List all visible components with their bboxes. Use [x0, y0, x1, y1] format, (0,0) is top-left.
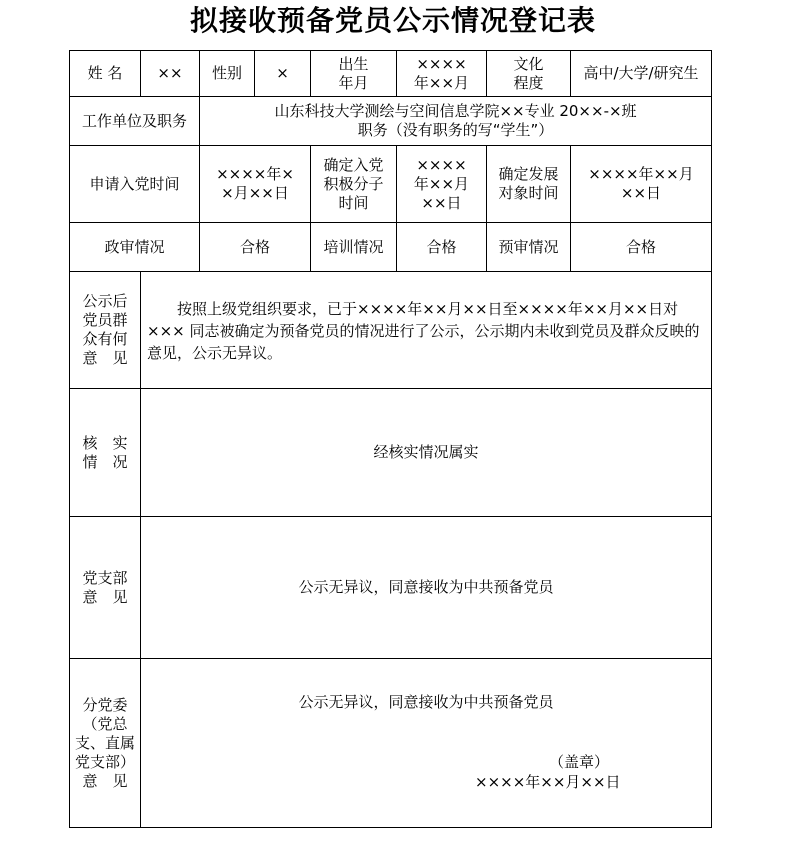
- activist-date-line: 年××月: [413, 174, 470, 193]
- training-label: 培训情况: [310, 222, 397, 272]
- activist-date-line: ××××: [416, 155, 467, 174]
- committee-opinion-content: 公示无异议，同意接收为中共预备党员: [298, 693, 554, 711]
- work-unit-line: 职务（没有职务的写“学生”）: [357, 121, 554, 139]
- target-date-label-line: 对象时间: [498, 184, 559, 202]
- name-label: 姓 名: [69, 50, 141, 97]
- committee-opinion-cell: [140, 658, 712, 828]
- verification-content: 经核实情况属实: [140, 388, 712, 517]
- birth-value-line: 年××月: [413, 73, 470, 92]
- public-opinion-content: 按照上级党组织要求，已于××××年××月××日至××××年××月××日对 ××× 同志被确定为预备党员的情况进行了公示，公示期内未收到党员及群众反映的意见，公示无异议。: [140, 271, 712, 389]
- committee-opinion-label-line: 分党委: [82, 695, 128, 714]
- apply-date-line: ×月××日: [221, 184, 289, 202]
- target-date-label: [486, 145, 571, 223]
- public-opinion-label-line: 众有何: [82, 330, 128, 348]
- committee-opinion-label-line: 支、直属: [74, 733, 135, 752]
- public-opinion-label-line: 意 见: [82, 349, 128, 367]
- activist-date-label-line: 时间: [338, 193, 369, 212]
- birth-label: [310, 50, 397, 97]
- apply-date-label: 申请入党时间: [69, 145, 200, 223]
- birth-value: [396, 50, 487, 97]
- verification-label-line: 核 实: [82, 433, 128, 452]
- apply-date-line: ××××年×: [216, 165, 294, 183]
- work-unit-line: 山东科技大学测绘与空间信息学院××专业 20××-×班: [274, 102, 637, 120]
- gender-label: 性别: [199, 50, 255, 97]
- target-date-label-line: 确定发展: [498, 165, 559, 183]
- branch-opinion-label-line: 党支部: [82, 568, 128, 587]
- public-opinion-label-line: 党员群: [82, 311, 128, 329]
- activist-date-line: ××日: [421, 193, 462, 212]
- page-title: 拟接收预备党员公示情况登记表: [189, 4, 596, 37]
- seal-text: （盖章）: [549, 753, 610, 771]
- committee-opinion-label: [69, 658, 141, 828]
- target-date-line: ××××年××月: [588, 165, 694, 183]
- target-date-value: [570, 145, 712, 223]
- activist-date-label-line: 积极分子: [323, 174, 384, 193]
- verification-label: [69, 388, 141, 517]
- apply-date-value: [199, 145, 311, 223]
- birth-label-line: 出生: [338, 54, 369, 73]
- target-date-line: ××日: [620, 184, 662, 202]
- name-value: ××: [140, 50, 200, 97]
- political-review-value: 合格: [199, 222, 311, 272]
- pre-review-label: 预审情况: [486, 222, 571, 272]
- political-review-label: 政审情况: [69, 222, 200, 272]
- branch-opinion-label: [69, 516, 141, 659]
- activist-date-label-line: 确定入党: [323, 155, 384, 174]
- work-unit-value: [199, 96, 712, 146]
- committee-opinion-label-line: （党总: [82, 714, 128, 733]
- education-label: [486, 50, 571, 97]
- committee-opinion-date: ××××年××月××日: [475, 773, 621, 791]
- education-value: 高中/大学/研究生: [570, 50, 712, 97]
- pre-review-value: 合格: [570, 222, 712, 272]
- activist-date-label: [310, 145, 397, 223]
- committee-opinion-label-line: 党支部）: [74, 752, 135, 771]
- public-opinion-label-line: 公示后: [82, 292, 128, 310]
- birth-value-line: ××××: [416, 54, 467, 73]
- birth-label-line: 年月: [338, 73, 369, 92]
- education-label-line: 程度: [513, 73, 544, 92]
- verification-label-line: 情 况: [82, 452, 128, 471]
- activist-date-value: [396, 145, 487, 223]
- education-label-line: 文化: [513, 54, 544, 73]
- branch-opinion-label-line: 意 见: [82, 587, 128, 606]
- gender-value: ×: [254, 50, 311, 97]
- branch-opinion-content: 公示无异议，同意接收为中共预备党员: [140, 516, 712, 659]
- committee-opinion-label-line: 意 见: [82, 771, 128, 790]
- training-value: 合格: [396, 222, 487, 272]
- work-unit-label: 工作单位及职务: [69, 96, 200, 146]
- public-opinion-label: [69, 271, 141, 389]
